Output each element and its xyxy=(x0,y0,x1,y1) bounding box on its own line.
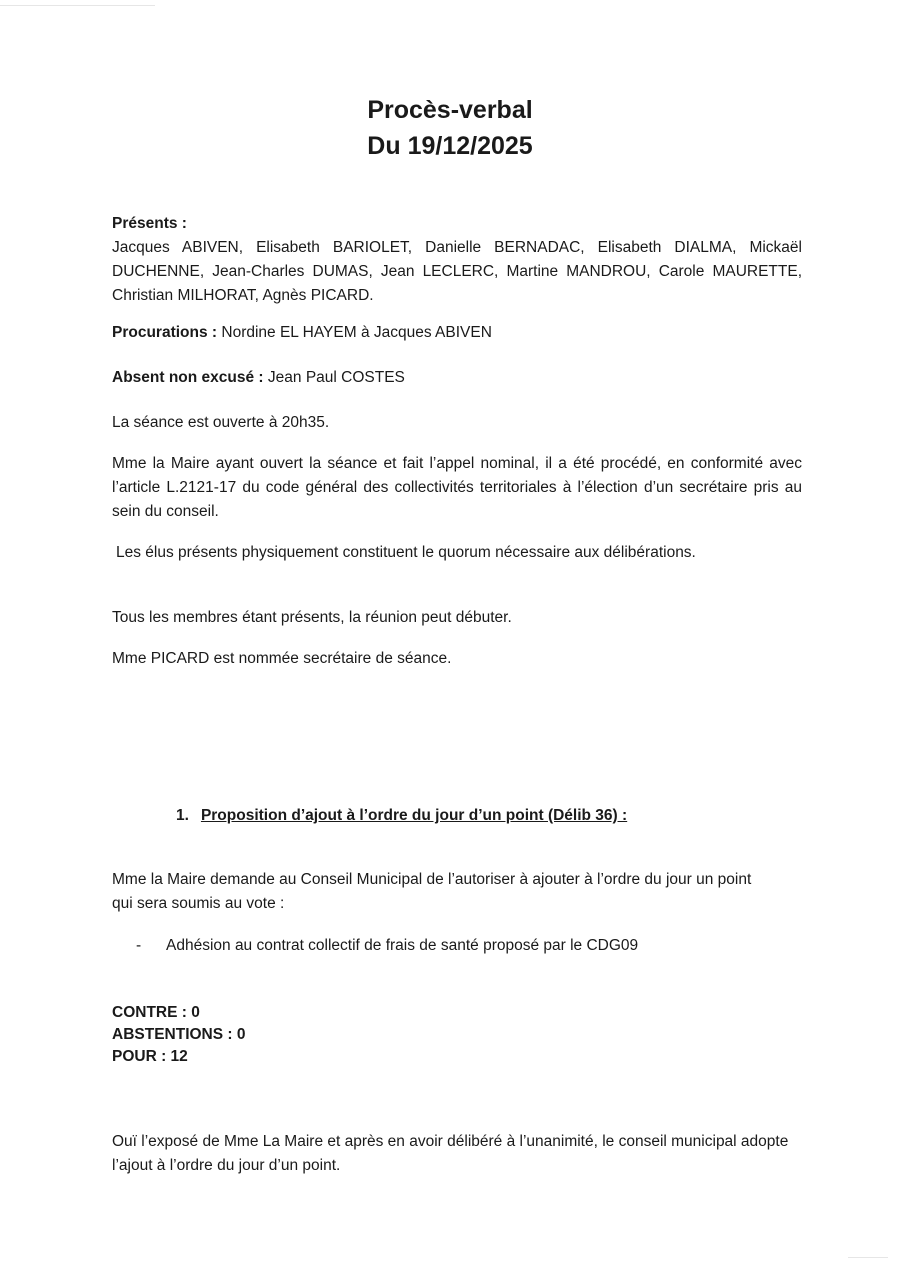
secretaire-paragraph: Mme PICARD est nommée secrétaire de séance. xyxy=(112,650,452,667)
document-date: Du 19/12/2025 xyxy=(367,132,533,160)
section-1-intro: Mme la Maire demande au Conseil Municipal de l’autoriser à ajouter à l’ordre du jour un point qui sera soumis au vote : xyxy=(112,871,752,912)
scan-corner-mark xyxy=(848,1257,888,1258)
presents-names: Jacques ABIVEN, Elisabeth BARIOLET, Danielle BERNADAC, Elisabeth DIALMA, Mickaël DUCHENNE, Jean-Charles DUMAS, Jean LECLERC, Martine MANDROU, Carole MAURETTE, Christian MILHORAT, Agnès PICARD. xyxy=(112,239,802,304)
section-1-heading xyxy=(176,804,627,828)
procurations-line xyxy=(112,321,802,345)
opening-paragraph: La séance est ouverte à 20h35. xyxy=(112,414,330,431)
absent-line xyxy=(112,366,802,390)
vote-contre: CONTRE : 0 xyxy=(112,1004,200,1021)
presents-section xyxy=(112,212,802,308)
absent-value: Jean Paul COSTES xyxy=(263,369,405,386)
vote-pour: POUR : 12 xyxy=(112,1048,188,1065)
agenda-bullet-item xyxy=(136,934,638,958)
section-1-conclusion: Ouï l’exposé de Mme La Maire et après en avoir délibéré à l’unanimité, le conseil municipal adopte l’ajout à l’ordre du jour d’un point. xyxy=(112,1133,789,1174)
quorum-paragraph: Les élus présents physiquement constituent le quorum nécessaire aux délibérations. xyxy=(116,544,696,561)
scan-edge-mark xyxy=(0,5,155,6)
bullet-text: Adhésion au contrat collectif de frais de santé proposé par le CDG09 xyxy=(166,937,639,954)
section-1-title: Proposition d’ajout à l’ordre du jour d’un point (Délib 36) : xyxy=(200,807,628,824)
document-title: Procès-verbal xyxy=(367,96,533,124)
vote-abstentions: ABSTENTIONS : 0 xyxy=(112,1026,246,1043)
bullet-dash: - xyxy=(136,937,142,954)
membres-paragraph: Tous les membres étant présents, la réunion peut débuter. xyxy=(112,609,512,626)
procurations-label: Procurations : xyxy=(112,324,218,341)
presents-label: Présents : xyxy=(112,215,187,232)
appel-paragraph: Mme la Maire ayant ouvert la séance et fait l’appel nominal, il a été procédé, en conformité avec l’article L.2121-17 du code général des collectivités territoriales à l’élection d’un secrétaire pris au sein du conseil. xyxy=(112,455,802,520)
procurations-value: Nordine EL HAYEM à Jacques ABIVEN xyxy=(217,324,492,341)
vote-results xyxy=(112,1002,245,1068)
absent-label: Absent non excusé : xyxy=(112,369,264,386)
section-1-number: 1. xyxy=(176,807,189,824)
